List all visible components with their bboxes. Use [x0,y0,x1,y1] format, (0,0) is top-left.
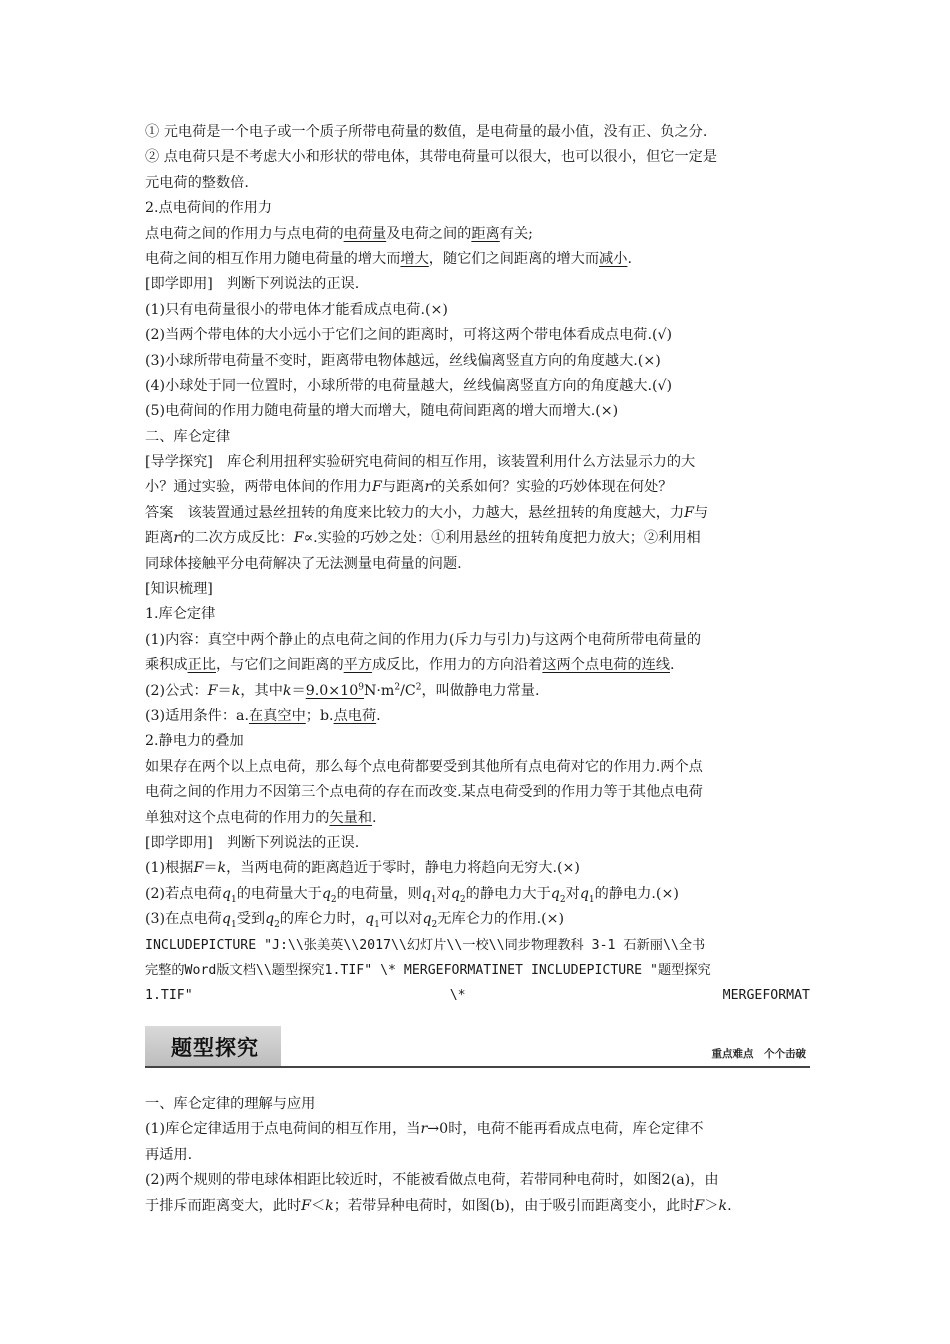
text-line [145,222,810,247]
answer-line: 同球体接触平分电荷解决了无法测量电荷量的问题. [145,555,462,572]
subscript: 1 [230,894,237,905]
math-var: r [173,530,181,547]
text: ，与它们之间距离的 [215,657,344,674]
text: (2)公式： [145,682,208,699]
text: 无库仑力的作用.(×) [437,911,565,928]
section-heading: 1.库仑定律 [145,606,216,623]
math-var: q [579,885,589,902]
text: . [372,809,377,826]
text-line: 电荷之间的作用力不因第三个点电荷的存在而改变.某点电荷受到的作用力等于其他点电荷 [145,784,703,801]
text: ＜ [310,1197,326,1214]
text: 1.TIF" [145,988,193,1004]
banner-title: 题型探究 [171,1036,259,1060]
banner-rule [145,1066,810,1068]
quiz-item [145,882,810,907]
subscript: 2 [459,894,466,905]
text: ；b. [305,707,334,724]
math-var: F [694,1197,705,1214]
math-var: r [424,479,432,496]
math-var: F [293,530,304,547]
superscript: 2 [394,681,401,692]
text: ＞ [704,1197,719,1214]
answer-blank: 平方 [343,657,373,674]
text-line [145,704,810,729]
text: 电荷之间的相互作用力随电荷量的增大而 [145,250,401,267]
text: 点电荷之间的作用力与点电荷的 [145,225,344,242]
math-var: q [421,885,431,902]
text: ＝ [217,682,232,699]
math-var: k [325,1197,334,1214]
subscript: 1 [430,894,437,905]
section-heading: 一、库仑定律的理解与应用 [145,1096,316,1112]
field-code-line: 完整的Word版文档\\题型探究1.TIF" \* MERGEFORMATINET INCLUDEPICTURE "题型探究 [145,962,711,978]
text: 受到 [236,911,266,928]
text: ＝ [291,682,306,699]
text: ，其中 [240,682,283,699]
text: 乘积成 [145,657,188,674]
math-var: F [301,1197,311,1214]
text: 与 [694,504,709,521]
text: 的静电力.(×) [594,885,679,902]
text: /C [400,682,416,699]
text: MERGEFORMAT [722,988,810,1004]
math-var: q [422,911,432,928]
text: →0时，电荷不能再看成点电荷，库仑定律不 [427,1121,704,1138]
text-line [145,806,810,831]
answer-blank: 在真空中 [249,707,306,724]
math-var: k [217,860,227,877]
quiz-item: (5)电荷间的作用力随电荷量的增大而增大，随电荷间距离的增大而增大.(×) [145,403,619,420]
superscript: 2 [415,681,422,692]
text-line: 元电荷的整数倍. [145,174,249,191]
text-line: ② 点电荷只是不考虑大小和形状的带电体，其带电荷量可以很大，也可以很小，但它一定是 [145,149,718,166]
math-var: q [221,885,231,902]
math-var: q [321,885,331,902]
quiz-heading: [即学即用] 判断下列说法的正误. [145,276,360,293]
text: . [376,707,381,724]
math-var: q [550,885,560,902]
text: (1)根据 [145,860,194,877]
text: 于排斥而距离变大，此时 [145,1197,302,1214]
document-body [145,120,810,1009]
formula-line [145,679,810,704]
answer-blank: 这两个点电荷的连线 [542,657,671,674]
quiz-heading: [即学即用] 判断下列说法的正误. [145,834,360,851]
text: 答案 该装置通过悬丝扭转的角度来比较力的大小，力越大，悬丝扭转的角度越大，力 [145,504,685,521]
text: 的电荷量，则 [336,885,422,902]
text: 及电荷之间的 [386,225,472,242]
answer-blank: 电荷量 [343,225,387,242]
answer-line [145,526,810,551]
answer-blank: 正比 [187,657,216,674]
text-line: 如果存在两个以上点电荷，那么每个点电荷都要受到其他所有点电荷对它的作用力.两个点 [145,758,703,775]
text: . [727,1197,732,1214]
quiz-item [145,907,810,932]
math-var: q [221,911,231,928]
answer-blank: 增大 [400,250,429,267]
text-line [145,653,810,678]
answer-blank: 减小 [599,250,628,267]
text: (1)库仑定律适用于点电荷间的相互作用，当 [145,1121,421,1138]
text-line: ① 元电荷是一个电子或一个质子所带电荷量的数值，是电荷量的最小值，没有正、负之分. [145,124,708,140]
text: ＝ [203,860,218,877]
subscript: 2 [431,919,438,930]
text: 的电荷量大于 [236,885,322,902]
subscript: 2 [330,894,337,905]
section-heading: 2.静电力的叠加 [145,733,244,750]
answer-blank: 点电荷 [333,707,377,724]
superscript: 9 [358,681,364,692]
subscript: 1 [374,919,380,930]
math-var: k [282,682,292,699]
math-var: r [420,1121,428,1138]
text: 单独对这个点电荷的作用力的 [145,809,330,826]
text: N·m [363,682,395,699]
text: 成反比，作用力的方向沿着 [372,657,543,674]
text: 对 [436,885,451,902]
math-var: q [450,885,460,902]
text: ，随它们之间距离的增大而 [428,250,600,267]
section-heading: [知识梳理] [145,581,213,598]
text-line: (1)内容：真空中两个静止的点电荷之间的作用力(斥力与引力)与这两个电荷所带电荷量的 [145,631,702,648]
answer-blank [306,683,364,699]
guide-line: [导学探究] 库仑利用扭秤实验研究电荷间的相互作用，该装置利用什么方法显示力的大 [145,454,696,471]
text: \* [449,988,466,1004]
answer-line [145,501,810,526]
text-line [145,1194,810,1219]
answer-blank: 矢量和 [329,809,373,826]
math-var: F [193,860,204,877]
text: 的二次方成反比： [180,530,294,547]
text: 的库仑力时， [279,911,366,928]
text: (2)若点电荷 [145,885,222,902]
text: ；若带异种电荷时，如图(b)，由于吸引而距离变小，此时 [333,1197,695,1214]
field-code-line: INCLUDEPICTURE "J:\\张美英\\2017\\幻灯片\\一校\\同步物理教科 3-1 石新丽\\全书 [145,937,706,953]
math-var: q [265,911,275,928]
field-code-line [145,983,810,1008]
subscript: 1 [588,894,595,905]
section-two [145,1092,810,1219]
text: ，叫做静电力常量. [421,682,540,699]
math-var: F [372,479,382,496]
text: 与距离 [381,479,425,496]
subscript: 2 [274,919,280,930]
text-line [145,1117,810,1142]
section-heading: 二、库仑定律 [145,428,231,445]
section-banner [145,1026,810,1068]
text: . [670,657,675,674]
math-var: k [231,682,241,699]
subscript: 1 [230,919,237,930]
quiz-item [145,856,810,881]
text: (3)在点电荷 [145,911,222,928]
text: 的关系如何？实验的巧妙体现在何处？ [431,479,673,496]
quiz-item: (2)当两个带电体的大小远小于它们之间的距离时，可将这两个带电体看成点电荷.(√) [145,327,673,344]
math-var: q [365,911,375,928]
text-line [145,247,810,272]
quiz-item: (3)小球所带电荷量不变时，距离带电物体越远，丝线偏离竖直方向的角度越大.(×) [145,352,661,369]
subscript: 2 [559,894,566,905]
quiz-item: (4)小球处于同一位置时，小球所带的电荷量越大，丝线偏离竖直方向的角度越大.(√) [145,377,673,394]
guide-line [145,475,810,500]
text: 对 [565,885,580,902]
text-line: 再适用. [145,1146,193,1163]
text: 小？通过实验，两带电体间的作用力 [145,479,373,496]
quiz-item: (1)只有电荷量很小的带电体才能看成点电荷.(×) [145,301,448,318]
text: . [627,250,632,267]
math-var: k [718,1197,728,1214]
section-heading: 2.点电荷间的作用力 [145,200,273,217]
text: 有关; [499,225,533,242]
answer-blank: 距离 [471,225,500,242]
text: 的静电力大于 [465,885,551,902]
math-var: F [684,504,694,521]
text: ∝.实验的巧妙之处：①利用悬丝的扭转角度把力放大；②利用相 [303,530,701,547]
math-var: F [207,682,218,699]
text: 可以对 [379,911,423,928]
text: ，当两电荷的距离趋近于零时，静电力将趋向无穷大.(×) [226,860,580,877]
text: (3)适用条件：a. [145,707,250,724]
banner-subtitle: 重点难点 个个击破 [711,1048,806,1060]
text: 9.0×10 [305,682,359,699]
text: 距离 [145,530,174,547]
text-line: (2)两个规则的带电球体相距比较近时，不能被看做点电荷，若带同种电荷时，如图2(a)，由 [145,1172,719,1189]
